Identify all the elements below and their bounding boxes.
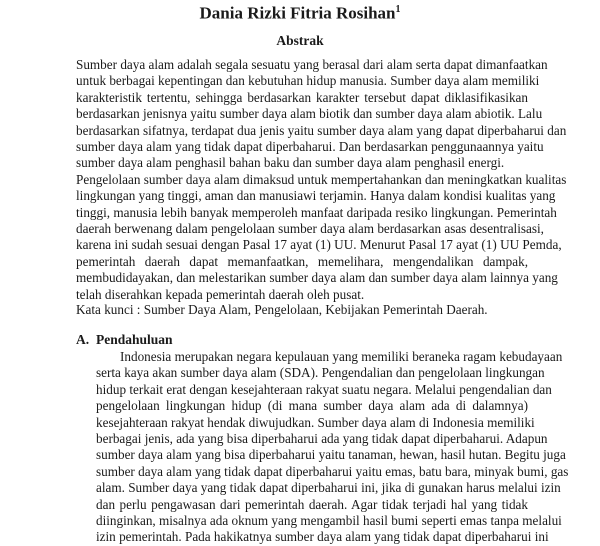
author-name-text: Dania Rizki Fitria Rosihan	[199, 3, 396, 23]
abstract-line: membudidayakan, dan melestarikan sumber daya alam dan sumber daya alam lainnya yang	[76, 270, 558, 286]
abstract-line: sumber daya alam yang tidak dapat diperbaharui. Dan berdasarkan penggunaannya yaitu	[76, 139, 544, 155]
abstract-line: karakteristik tertentu, sehingga berdasarkan karakter tersebut dapat diklasifikasikan	[76, 89, 528, 105]
author-name	[0, 0, 600, 26]
keywords: Kata kunci : Sumber Daya Alam, Pengelolaan, Kebijakan Pemerintah Daerah.	[76, 302, 488, 317]
abstract-line: Pengelolaan sumber daya alam dimaksud untuk mempertahankan dan meningkatkan kualitas	[76, 171, 567, 187]
section-line: sumber daya alam yang bisa diperbaharui yaitu tanaman, hewan, hasil hutan. Begitu juga	[96, 447, 566, 463]
abstract-line: sumber daya alam penghasil bahan baku dan sumber daya alam penghasil energi.	[76, 155, 505, 171]
abstract-line: tinggi, manusia lebih banyak memperoleh manfaat daripada resiko lingkungan. Pemerintah	[76, 204, 557, 220]
abstract-line: Sumber daya alam adalah segala sesuatu yang berasal dari alam serta dapat dimanfaatkan	[76, 57, 548, 72]
author-footnote-marker: 1	[395, 4, 401, 15]
section-heading	[76, 331, 173, 349]
abstract-heading: Abstrak	[276, 33, 324, 48]
abstract-line: pemerintah daerah dapat memanfaatkan, memelihara, mengendalikan dampak,	[76, 253, 528, 269]
section-body	[96, 349, 569, 546]
section-line: berbagai jenis, ada yang bisa diperbaharui ada yang tidak dapat diperbaharui. Adapun	[96, 431, 548, 447]
section-line: hidup terkait erat dengan kesejahteraan rakyat suatu negara. Melalui pengendalian dan	[96, 381, 552, 397]
section-line: dan perlu pengawasan dari pemerintah daerah. Agar tidak terjadi hal yang tidak	[96, 496, 528, 512]
section-line: kesejahteraan rakyat hendak diwujudkan. Sumber daya alam di Indonesia memiliki	[96, 414, 535, 430]
abstract-line: telah diserahkan kepada pemerintah daerah oleh pusat.	[76, 286, 365, 302]
section-line: sumber daya alam yang tidak dapat diperbaharui yaitu emas, batu bara, minyak bumi, gas	[96, 463, 569, 479]
section-line: pengelolaan lingkungan hidup (di mana sumber daya alam ada di dalamnya)	[96, 398, 528, 414]
abstract-line: lingkungan yang tinggi, aman dan manusiawi terjamin. Hanya dalam kondisi kualitas yang	[76, 188, 556, 204]
abstract-line: karena ini sudah sesuai dengan Pasal 17 ayat (1) UU. Menurut Pasal 17 ayat (1) UU Pemda,	[76, 237, 562, 253]
abstract-line: daerah berwenang dalam pengelolaan sumber daya alam berdasarkan asas desentralisasi,	[76, 221, 544, 237]
section-number: A.	[76, 332, 90, 347]
abstract-line: berdasarkan sifatnya, terdapat dua jenis yaitu sumber daya alam yang dapat diperbaharui dan	[76, 122, 567, 138]
section-line: serta kaya akan sumber daya alam (SDA). Pengendalian dan pengelolaan lingkungan	[96, 365, 545, 381]
section-line: Indonesia merupakan negara kepulauan yang memiliki beraneka ragam kebudayaan	[120, 349, 563, 364]
abstract-line: berdasarkan jenisnya yaitu sumber daya alam biotik dan sumber daya alam abiotik. Lalu	[76, 106, 543, 122]
section-title: Pendahuluan	[96, 332, 173, 347]
abstract-line: untuk berbagai kepentingan dan kebutuhan hidup manusia. Sumber daya alam memiliki	[76, 73, 540, 89]
section-line: izin pemerintah. Pada hakikatnya sumber daya alam yang tidak dapat diperbaharui ini	[96, 529, 549, 545]
abstract-body	[76, 57, 567, 303]
section-line: diinginkan, misalnya ada oknum yang mengambil hasil bumi seperti emas tanpa melalui	[96, 513, 562, 529]
section-line: alam. Sumber daya yang tidak dapat diperbaharui ini, jika di gunakan harus melalui izin	[96, 480, 561, 496]
